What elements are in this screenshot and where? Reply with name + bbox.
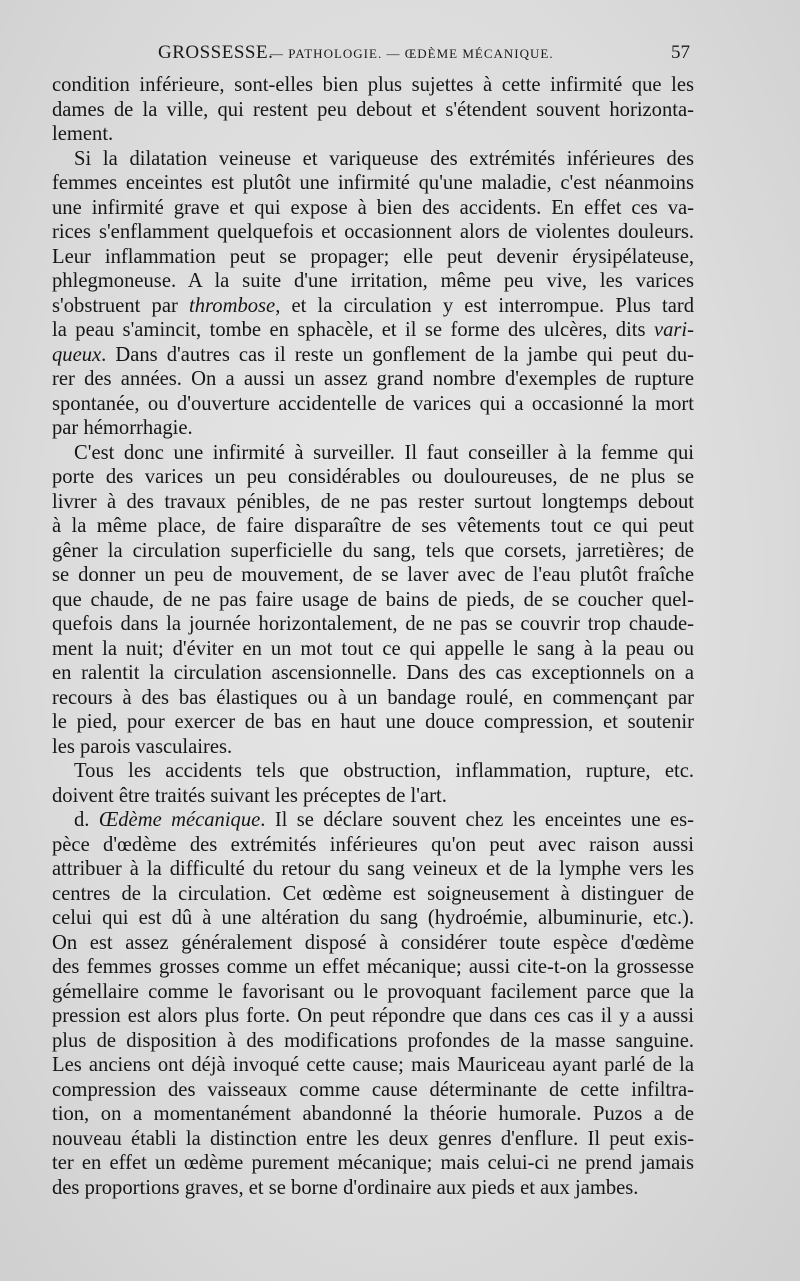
text-line: nouveau établi la distinction entre les deux genres d'enflure. Il peut exis-: [52, 1127, 694, 1150]
page-number: 57: [671, 42, 690, 63]
text-line: pression est alors plus forte. On peut répondre que dans ces cas il y a aussi: [52, 1005, 694, 1027]
text-line: ter en effet un œdème purement mécanique; mais celui-ci ne prend jamais: [52, 1152, 694, 1174]
text-line: spontanée, ou d'ouverture accidentelle de varices qui a occasionné la mort: [52, 392, 694, 415]
page-header: [50, 42, 690, 68]
text-line: celui qui est dû à une altération du sang (hydroémie, albuminurie, etc.).: [52, 907, 694, 929]
text-line: d. Œdème mécanique. Il se déclare souvent chez les enceintes une es-: [74, 809, 694, 831]
text-line: des femmes grosses comme un effet mécanique; aussi cite-t-on la grossesse: [52, 956, 694, 978]
text-line: quefois dans la journée horizontalement, de ne pas se couvrir trop chaude-: [52, 613, 694, 635]
text-line: gêner la circulation superficielle du sang, tels que corsets, jarretières; de: [52, 539, 694, 562]
text-line: en ralentit la circulation ascensionnelle. Dans des cas exceptionnels on a: [52, 662, 694, 684]
text-line: les parois vasculaires.: [52, 735, 233, 758]
text-line: attribuer à la difficulté du retour du sang veineux et de la lymphe vers les: [52, 858, 694, 880]
text-line: que chaude, de ne pas faire usage de bains de pieds, de se coucher quel-: [52, 588, 694, 611]
text-line: gémellaire comme le favorisant ou le provoquant facilement parce que la: [52, 980, 694, 1003]
text-line: s'obstruent par thrombose, et la circulation y est interrompue. Plus tard: [52, 294, 694, 317]
text-line: se donner un peu de mouvement, de se laver avec de l'eau plutôt fraîche: [52, 564, 694, 586]
body-text: [52, 73, 694, 1200]
running-title: GROSSESSE.: [158, 42, 274, 63]
text-line: compression des vaisseaux comme cause déterminante de cette infiltra-: [52, 1078, 694, 1101]
text-line: Si la dilatation veineuse et variqueuse des extrémités inférieures des: [74, 147, 694, 170]
text-line: plus de disposition à des modifications profondes de la masse sanguine.: [52, 1029, 694, 1052]
text-line: condition inférieure, sont-elles bien plus sujettes à cette infirmité que les: [52, 74, 694, 96]
text-line: phlegmoneuse. A la suite d'une irritation, même peu vive, les varices: [52, 270, 694, 292]
text-line: Les anciens ont déjà invoqué cette cause; mais Mauriceau ayant parlé de la: [52, 1054, 694, 1076]
text-line: lement.: [52, 123, 114, 145]
text-line: des proportions graves, et se borne d'ordinaire aux pieds et aux jambes.: [52, 1176, 639, 1199]
text-line: ment la nuit; d'éviter en un mot tout ce qui appelle le sang à la peau ou: [52, 637, 694, 660]
text-line: une infirmité grave et qui expose à bien des accidents. En effet ces va-: [52, 196, 694, 219]
text-line: à la même place, de faire disparaître de ses vêtements tout ce qui peut: [52, 515, 694, 537]
text-line: porte des varices un peu considérables ou douloureuses, de ne plus se: [52, 466, 694, 488]
text-line: rices s'enflamment quelquefois et occasionnent alors de violentes douleurs.: [52, 221, 694, 243]
text-line: femmes enceintes est plutôt une infirmité qu'une maladie, c'est néanmoins: [52, 172, 694, 194]
text-line: le pied, pour exercer de bas en haut une douce compression, et soutenir: [52, 711, 694, 733]
text-line: la peau s'amincit, tombe en sphacèle, et il se forme des ulcères, dits vari-: [52, 319, 694, 341]
text-line: tion, on a momentanément abandonné la théorie humorale. Puzos a de: [52, 1103, 694, 1125]
text-line: rer des années. On a aussi un assez grand nombre d'exemples de rupture: [52, 368, 694, 390]
text-line: C'est donc une infirmité à surveiller. Il faut conseiller à la femme qui: [74, 441, 694, 464]
text-line: dames de la ville, qui restent peu debout et s'étendent souvent horizonta-: [52, 98, 694, 121]
text-line: livrer à des travaux pénibles, de ne pas rester surtout longtemps debout: [52, 490, 694, 513]
text-line: Tous les accidents tels que obstruction, inflammation, rupture, etc.: [74, 760, 694, 782]
text-line: queux. Dans d'autres cas il reste un gonflement de la jambe qui peut du-: [52, 343, 694, 366]
text-line: pèce d'œdème des extrémités inférieures qu'on peut avec raison aussi: [52, 833, 694, 856]
text-line: recours à des bas élastiques ou à un bandage roulé, en commençant par: [52, 686, 694, 709]
text-line: On est assez généralement disposé à considérer toute espèce d'œdème: [52, 931, 694, 954]
text-line: centres de la circulation. Cet œdème est soigneusement à distinguer de: [52, 882, 694, 905]
text-line: doivent être traités suivant les préceptes de l'art.: [52, 784, 447, 807]
text-line: Leur inflammation peut se propager; elle peut devenir érysipélateuse,: [52, 245, 694, 268]
text-line: par hémorrhagie.: [52, 417, 193, 439]
running-subtitle: — PATHOLOGIE. — ŒDÈME MÉCANIQUE.: [270, 46, 554, 61]
